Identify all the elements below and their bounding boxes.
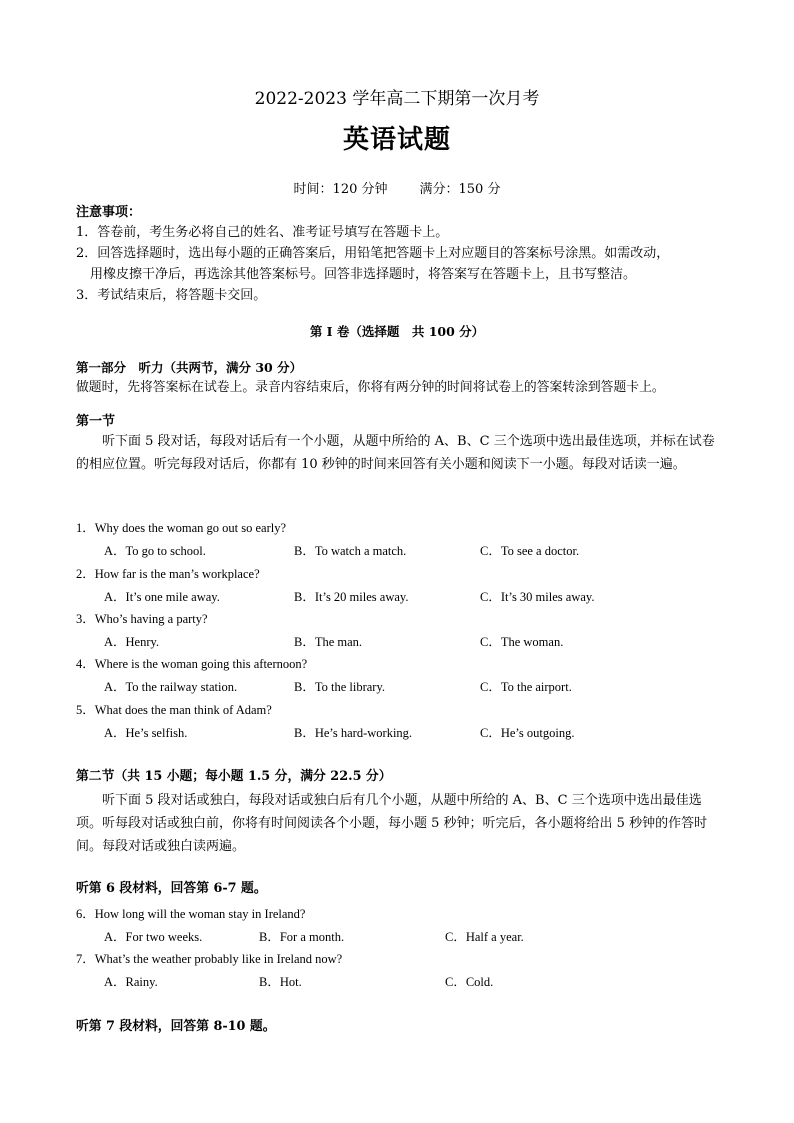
section2-heading: 第二节（共 15 小题；每小题 1.5 分，满分 22.5 分）: [76, 769, 392, 784]
question-7-stem: 7．What’s the weather probably like in Ireland now?: [76, 952, 343, 966]
question-1-option-b: B．To watch a match.: [294, 544, 407, 558]
exam-title: 2022-2023 学年高二下期第一次月考: [254, 89, 540, 109]
part1-heading: 第一部分 听力（共两节，满分 30 分）: [76, 360, 303, 375]
question-5-option-a: A．He’s selfish.: [104, 726, 188, 740]
question-4-option-a: A．To the railway station.: [104, 680, 238, 694]
question-5-option-b: B．He’s hard-working.: [294, 726, 413, 740]
notice-item-2: 2．回答选择题时，选出每小题的正确答案后，用铅笔把答题卡上对应题目的答案标号涂黑。如需改动，: [76, 246, 670, 261]
notice-heading: 注意事项：: [76, 205, 142, 220]
score-label: 满分：150 分: [419, 182, 501, 197]
volume-heading: 第 I 卷（选择题 共 100 分）: [309, 324, 485, 339]
question-7-option-b: B．Hot.: [259, 975, 302, 989]
question-6-option-c: C．Half a year.: [445, 930, 524, 944]
question-1-stem: 1．Why does the woman go out so early?: [76, 521, 287, 535]
section2-instruction: 听下面 5 段对话或独白，每段对话或独白后有几个小题，从题中所给的 A、B、C 三个选项中选出最佳选项。听每段对话或独白前，你将有时间阅读各个小题，每小题 5 秒钟；听完后，各小题将给出 5 秒钟的作答时间。每段对话或独白读两遍。: [76, 793, 708, 854]
question-6-stem: 6．How long will the woman stay in Ireland?: [76, 907, 306, 921]
section1-heading: 第一节: [76, 414, 116, 429]
question-6-option-b: B．For a month.: [259, 930, 345, 944]
question-5-option-c: C．He’s outgoing.: [480, 726, 575, 740]
question-1-option-c: C．To see a doctor.: [480, 544, 580, 558]
question-2-option-c: C．It’s 30 miles away.: [480, 590, 595, 604]
material7-heading: 听第 7 段材料，回答第 8-10 题。: [76, 1019, 276, 1034]
question-2-option-b: B．It’s 20 miles away.: [294, 590, 409, 604]
question-4-stem: 4．Where is the woman going this afternoon?: [76, 657, 308, 671]
question-6-option-a: A．For two weeks.: [104, 930, 203, 944]
question-1-option-a: A．To go to school.: [104, 544, 206, 558]
question-3-option-c: C．The woman.: [480, 635, 564, 649]
question-2-option-a: A．It’s one mile away.: [104, 590, 220, 604]
question-4-option-c: C．To the airport.: [480, 680, 572, 694]
notice-item-2-cont: 用橡皮擦干净后，再选涂其他答案标号。回答非选择题时，将答案写在答题卡上，且书写整洁。: [90, 267, 637, 282]
question-3-option-b: B．The man.: [294, 635, 363, 649]
time-label: 时间：120 分钟: [293, 182, 388, 197]
section1-instruction: 听下面 5 段对话，每段对话后有一个小题，从题中所给的 A、B、C 三个选项中选出最佳选项，并标在试卷的相应位置。听完每段对话后，你都有 10 秒钟的时间来回答有关小题和阅读下一小题。每段对话读一遍。: [76, 434, 715, 472]
question-4-option-b: B．To the library.: [294, 680, 386, 694]
question-2-stem: 2．How far is the man’s workplace?: [76, 567, 260, 581]
question-5-stem: 5．What does the man think of Adam?: [76, 703, 272, 717]
part1-instruction: 做题时，先将答案标在试卷上。录音内容结束后，你将有两分钟的时间将试卷上的答案转涂到答题卡上。: [76, 380, 665, 395]
subject-title: 英语试题: [342, 125, 451, 155]
notice-item-1: 1．答卷前，考生务必将自己的姓名、准考证号填写在答题卡上。: [76, 225, 449, 240]
notice-item-3: 3．考试结束后，将答题卡交回。: [76, 288, 267, 303]
question-3-stem: 3．Who’s having a party?: [76, 612, 208, 626]
material6-heading: 听第 6 段材料，回答第 6-7 题。: [76, 881, 267, 896]
question-3-option-a: A．Henry.: [104, 635, 160, 649]
question-7-option-c: C．Cold.: [445, 975, 494, 989]
time-score-line: [0, 182, 794, 198]
question-7-option-a: A．Rainy.: [104, 975, 158, 989]
